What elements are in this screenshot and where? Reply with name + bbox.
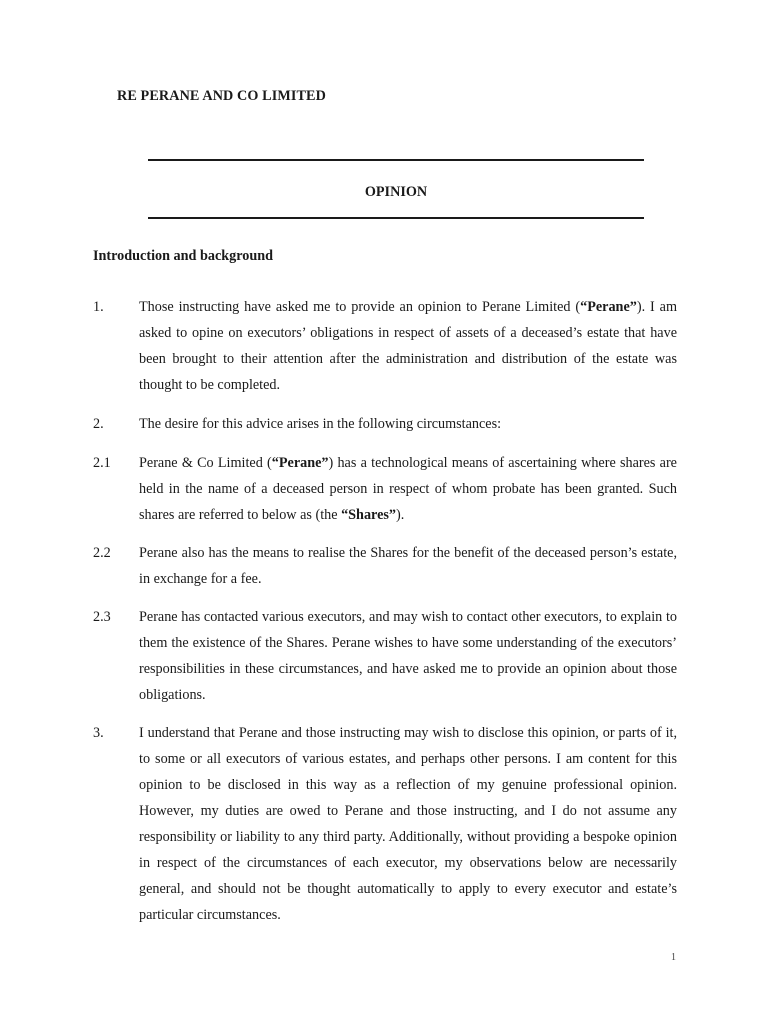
paragraph-text: Perane also has the means to realise the Shares for the benefit of the deceased person’s estate, in exchange for a fee. — [139, 545, 677, 587]
paragraph-text-part: ). — [396, 507, 405, 523]
paragraph-text: The desire for this advice arises in the following circumstances: — [139, 416, 502, 432]
paragraph-2-1 — [93, 450, 677, 528]
paragraph-2 — [93, 411, 677, 437]
paragraph-text-part: ) has a technological means of ascertaining where shares are held in the name of a deceased person in respect of whom probate has been granted. Such shares are referred to below as (the — [139, 455, 677, 523]
document-heading: RE PERANE AND CO LIMITED — [117, 88, 326, 104]
paragraph-text: I understand that Perane and those instructing may wish to disclose this opinion, or parts of it, to some or all executors of various estates, and perhaps other persons. I am content for this opinion to be disclosed in this way as a reflection of my genuine professional opinion. However, my duties are owed to Perane and those instructing, and I do not assume any responsibility or liability to any third party. Additionally, without providing a bespoke opinion in respect of the circumstances of each executor, my observations below are necessarily general, and should not be thought automatically to apply to every executor and estate’s particular circumstances. — [139, 725, 677, 923]
paragraph-3 — [93, 720, 677, 928]
defined-term: “Perane” — [580, 299, 637, 315]
section-heading: Introduction and background — [93, 248, 274, 264]
defined-term: “Perane” — [271, 455, 329, 471]
paragraph-number: 2.2 — [93, 545, 111, 561]
paragraph-number: 1. — [93, 299, 104, 315]
paragraph-text — [139, 450, 677, 528]
paragraph-2-2 — [93, 540, 677, 592]
paragraph-text-part: Those instructing have asked me to provide an opinion to Perane Limited ( — [139, 299, 581, 315]
paragraph-text: Perane has contacted various executors, and may wish to contact other executors, to explain to them the existence of the Shares. Perane wishes to have some understanding of the executors’ responsibilities in these circumstances, and have asked me to provide an opinion about those obligations. — [139, 609, 677, 703]
paragraph-text — [139, 294, 677, 398]
title-top-rule — [148, 159, 644, 161]
paragraph-number: 2. — [93, 416, 104, 432]
defined-term: “Shares” — [341, 507, 396, 523]
paragraph-1 — [93, 294, 677, 398]
paragraph-2-3 — [93, 604, 677, 708]
paragraph-number: 3. — [93, 725, 104, 741]
title-bottom-rule — [148, 217, 644, 219]
document-title: OPINION — [364, 184, 428, 200]
paragraph-number: 2.3 — [93, 609, 111, 625]
paragraph-text-part: Perane & Co Limited ( — [139, 455, 272, 471]
page-number: 1 — [671, 952, 676, 963]
paragraph-text-part: ). I am asked to opine on executors’ obligations in respect of assets of a deceased’s estate that have been brought to their attention after the administration and distribution of the estate was thought to be completed. — [139, 299, 677, 393]
paragraph-number: 2.1 — [93, 455, 111, 471]
